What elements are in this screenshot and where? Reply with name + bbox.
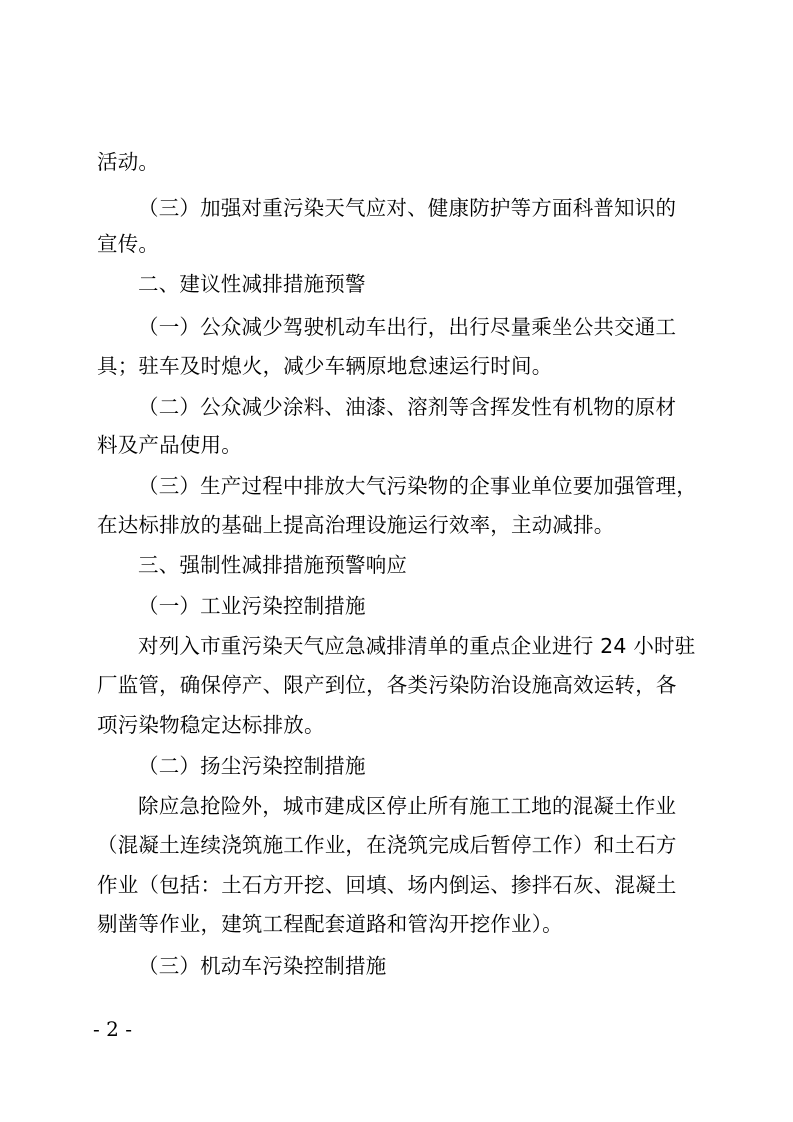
- text-line: 具；驻车及时熄火，减少车辆原地怠速运行时间。: [97, 354, 553, 378]
- section-heading: 三、强制性减排措施预警响应: [138, 553, 408, 577]
- text-line: 作业（包括：土石方开挖、回填、场内倒运、掺拌石灰、混凝土: [97, 873, 677, 897]
- subsection-heading: （一）工业污染控制措施: [138, 594, 366, 618]
- page-number: - 2 -: [93, 1017, 132, 1041]
- section-heading: 二、建议性减排措施预警: [138, 272, 366, 296]
- text-line: 对列入市重污染天气应急减排清单的重点企业进行 24 小时驻: [138, 634, 696, 658]
- text-line: 剔凿等作业，建筑工程配套道路和管沟开挖作业）。: [97, 912, 563, 936]
- text-line: 活动。: [97, 150, 160, 174]
- subsection-heading: （三）机动车污染控制措施: [138, 954, 387, 978]
- text-line: （混凝土连续浇筑施工作业，在浇筑完成后暂停工作）和土石方: [97, 833, 677, 857]
- subsection-heading: （二）扬尘污染控制措施: [138, 754, 366, 778]
- text-line: （三）加强对重污染天气应对、健康防护等方面科普知识的: [138, 196, 677, 220]
- text-line: 宣传。: [97, 232, 160, 256]
- text-line: 厂监管，确保停产、限产到位，各类污染防治设施高效运转，各: [97, 673, 677, 697]
- text-line: 在达标排放的基础上提高治理设施运行效率，主动减排。: [97, 513, 615, 537]
- text-line: （三）生产过程中排放大气污染物的企事业单位要加强管理，: [138, 474, 697, 498]
- text-line: （一）公众减少驾驶机动车出行，出行尽量乘坐公共交通工: [138, 315, 677, 339]
- text-line: （二）公众减少涂料、油漆、溶剂等含挥发性有机物的原材: [138, 395, 677, 419]
- text-line: 除应急抢险外，城市建成区停止所有施工工地的混凝土作业: [138, 794, 677, 818]
- text-line: 项污染物稳定达标排放。: [97, 713, 325, 737]
- text-line: 料及产品使用。: [97, 433, 242, 457]
